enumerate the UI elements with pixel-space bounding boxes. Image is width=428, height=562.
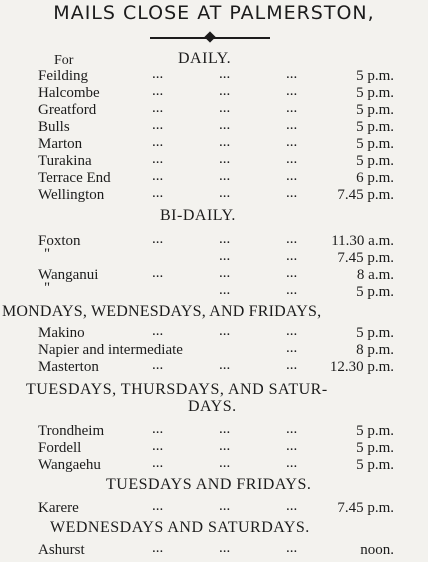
closing-time: 5 p.m.	[356, 325, 394, 341]
place-name: Ashurst	[38, 542, 85, 558]
closing-time: 6 p.m.	[356, 170, 394, 186]
leader-dots: ...	[219, 185, 231, 201]
leader-dots: ...	[219, 100, 231, 116]
place-name: Napier and intermediate	[38, 342, 183, 358]
leader-dots: ...	[219, 66, 231, 82]
leader-dots: ...	[286, 357, 298, 373]
closing-time: 12.30 p.m.	[329, 359, 394, 375]
place-name: Greatford	[38, 102, 97, 118]
leader-dots: ...	[152, 231, 164, 247]
leader-dots: ...	[286, 231, 298, 247]
schedule-row	[0, 325, 428, 342]
closing-time: 7.45 p.m.	[337, 187, 394, 203]
leader-dots: ...	[152, 265, 164, 281]
leader-dots: ...	[152, 151, 164, 167]
place-name: Wanganui	[38, 267, 99, 283]
leader-dots: ...	[286, 248, 298, 264]
schedule-row	[0, 85, 428, 102]
leader-dots: ...	[219, 83, 231, 99]
schedule-row	[0, 102, 428, 119]
leader-dots: ...	[219, 248, 231, 264]
closing-time: 5 p.m.	[356, 102, 394, 118]
leader-dots: ...	[219, 357, 231, 373]
section-title-daily: DAILY.	[178, 50, 232, 67]
schedule-row	[0, 267, 428, 284]
leader-dots: ...	[219, 438, 231, 454]
leader-dots: ...	[286, 83, 298, 99]
schedule-row	[0, 233, 428, 250]
leader-dots: ...	[286, 438, 298, 454]
leader-dots: ...	[286, 265, 298, 281]
leader-dots: ...	[286, 421, 298, 437]
leader-dots: ...	[152, 323, 164, 339]
leader-dots: ...	[286, 168, 298, 184]
schedule-row	[0, 68, 428, 85]
closing-time: 5 p.m.	[356, 136, 394, 152]
leader-dots: ...	[152, 168, 164, 184]
leader-dots: ...	[152, 421, 164, 437]
leader-dots: ...	[152, 83, 164, 99]
leader-dots: ...	[219, 282, 231, 298]
closing-time: 5 p.m.	[356, 68, 394, 84]
place-name: Feilding	[38, 68, 89, 84]
schedule-row	[0, 119, 428, 136]
schedule-row	[0, 280, 428, 301]
place-name: Terrace End	[38, 170, 111, 186]
section-title-mon-wed-fri: MONDAYS, WEDNESDAYS, AND FRIDAYS,	[2, 303, 322, 320]
closing-time: 7.45 p.m.	[337, 500, 394, 516]
leader-dots: ...	[219, 231, 231, 247]
section-title-wed-sat: WEDNESDAYS AND SATURDAYS.	[50, 519, 310, 536]
ditto-mark: "	[44, 280, 51, 296]
place-name: Wangaehu	[38, 457, 101, 473]
place-name: Makino	[38, 325, 85, 341]
leader-dots: ...	[152, 117, 164, 133]
closing-time: 8 p.m.	[356, 342, 394, 358]
section-title-tue-thu-sat-line1: TUESDAYS, THURSDAYS, AND SATUR-	[26, 381, 328, 398]
closing-time: 5 p.m.	[356, 440, 394, 456]
leader-dots: ...	[152, 540, 164, 556]
place-name: Halcombe	[38, 85, 100, 101]
leader-dots: ...	[286, 100, 298, 116]
leader-dots: ...	[286, 185, 298, 201]
closing-time: 5 p.m.	[356, 457, 394, 473]
schedule-row	[0, 246, 428, 267]
place-name: Trondheim	[38, 423, 105, 439]
leader-dots: ...	[219, 540, 231, 556]
section-title-bidaily: BI-DAILY.	[160, 207, 236, 224]
leader-dots: ...	[152, 100, 164, 116]
schedule-row	[0, 440, 428, 457]
section-title-tue-fri: TUESDAYS AND FRIDAYS.	[106, 476, 312, 493]
place-name: Bulls	[38, 119, 70, 135]
place-name: Masterton	[38, 359, 99, 375]
leader-dots: ...	[286, 117, 298, 133]
closing-time: 5 p.m.	[356, 153, 394, 169]
leader-dots: ...	[286, 282, 298, 298]
ditto-mark: "	[44, 246, 51, 262]
place-name: Turakina	[38, 153, 92, 169]
closing-time: 7.45 p.m.	[337, 250, 394, 266]
closing-time: noon.	[360, 542, 394, 558]
leader-dots: ...	[286, 66, 298, 82]
leader-dots: ...	[152, 498, 164, 514]
leader-dots: ...	[152, 66, 164, 82]
leader-dots: ...	[152, 455, 164, 471]
schedule-row	[0, 423, 428, 440]
schedule-row	[0, 153, 428, 170]
leader-dots: ...	[286, 323, 298, 339]
schedule-row	[0, 342, 428, 359]
leader-dots: ...	[286, 540, 298, 556]
leader-dots: ...	[152, 185, 164, 201]
closing-time: 5 p.m.	[356, 284, 394, 300]
schedule-row	[0, 359, 428, 376]
for-label: For	[54, 53, 74, 68]
leader-dots: ...	[219, 455, 231, 471]
leader-dots: ...	[219, 421, 231, 437]
schedule-row	[0, 136, 428, 153]
schedule-row	[0, 542, 428, 559]
schedule-row	[0, 457, 428, 474]
place-name: Marton	[38, 136, 83, 152]
schedule-row	[0, 500, 428, 517]
closing-time: 5 p.m.	[356, 119, 394, 135]
leader-dots: ...	[219, 498, 231, 514]
leader-dots: ...	[286, 455, 298, 471]
leader-dots: ...	[219, 168, 231, 184]
leader-dots: ...	[219, 117, 231, 133]
closing-time: 8 a.m.	[356, 267, 394, 283]
place-name: Foxton	[38, 233, 81, 249]
closing-time: 5 p.m.	[356, 85, 394, 101]
rule-diamond-ornament	[204, 31, 215, 42]
leader-dots: ...	[152, 134, 164, 150]
leader-dots: ...	[219, 323, 231, 339]
leader-dots: ...	[152, 438, 164, 454]
leader-dots: ...	[286, 134, 298, 150]
leader-dots: ...	[286, 340, 298, 356]
leader-dots: ...	[286, 498, 298, 514]
place-name: Karere	[38, 500, 79, 516]
leader-dots: ...	[219, 151, 231, 167]
notice-heading: MAILS CLOSE AT PALMERSTON,	[53, 2, 375, 24]
section-title-tue-thu-sat-line2: DAYS.	[188, 398, 237, 415]
leader-dots: ...	[286, 151, 298, 167]
leader-dots: ...	[219, 134, 231, 150]
schedule-row	[0, 170, 428, 187]
place-name: Fordell	[38, 440, 82, 456]
leader-dots: ...	[219, 265, 231, 281]
leader-dots: ...	[152, 357, 164, 373]
closing-time: 11.30 a.m.	[331, 233, 394, 249]
closing-time: 5 p.m.	[356, 423, 394, 439]
place-name: Wellington	[38, 187, 105, 203]
schedule-row	[0, 187, 428, 204]
